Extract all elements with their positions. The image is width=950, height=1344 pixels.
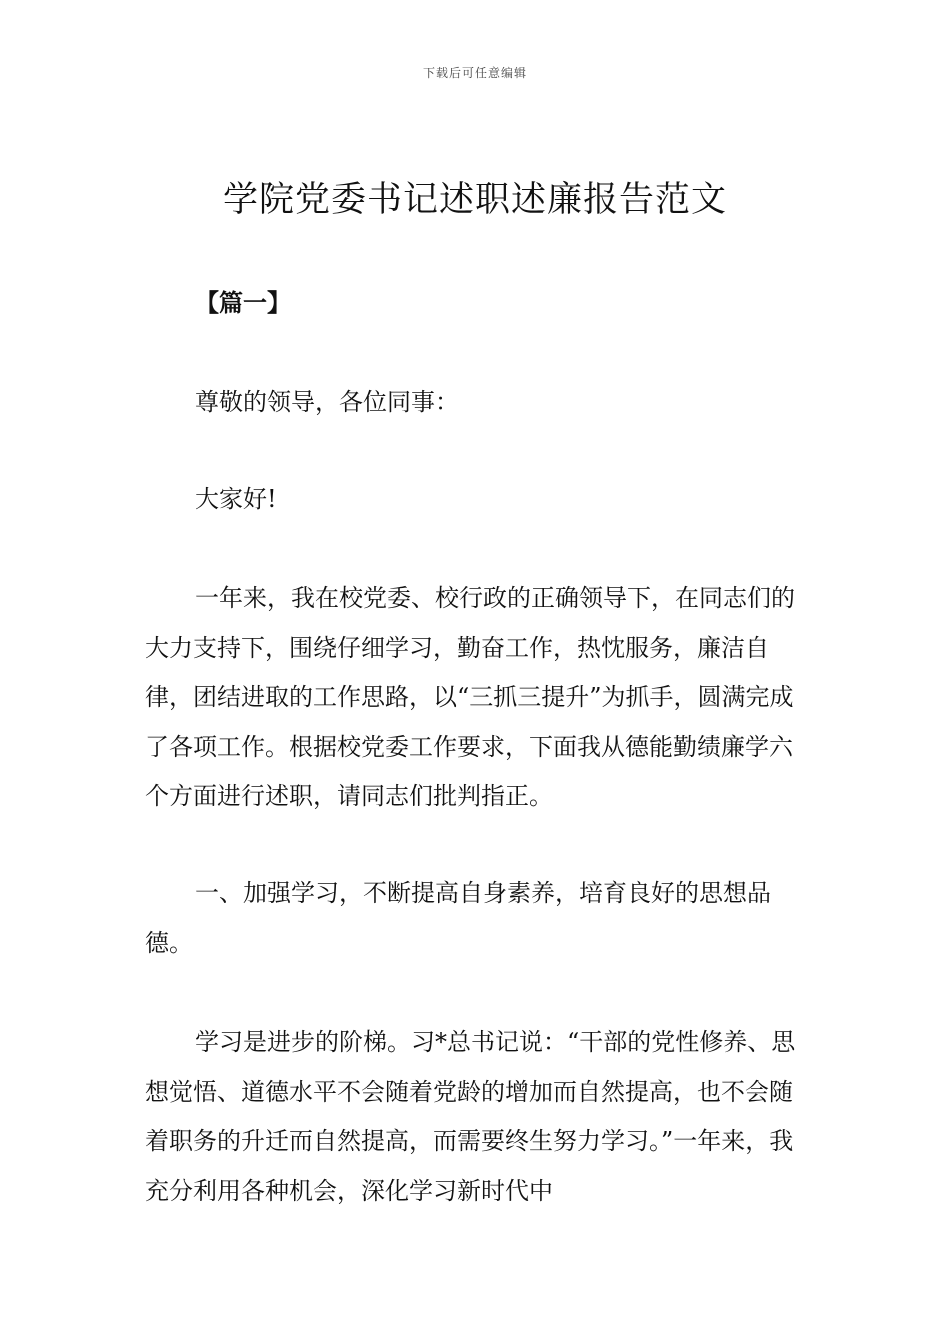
- salutation-paragraph: 尊敬的领导，各位同事：: [195, 388, 459, 416]
- intro-paragraph: 一年来，我在校党委、校行政的正确领导下，在同志们的大力支持下，围绕仔细学习，勤奋工作，热忱服务，廉洁自律，团结进取的工作思路，以“三抓三提升”为抓手，圆满完成了各项工作。根据校党委工作要求，下面我从德能勤绩廉学六个方面进行述职，请同志们批判指正。: [145, 584, 795, 810]
- greeting-paragraph: 大家好!: [195, 485, 277, 513]
- header-note: 下载后可任意编辑: [422, 66, 527, 80]
- section-one-heading: 一、加强学习，不断提高自身素养，培育良好的思想品德。: [145, 879, 771, 957]
- study-paragraph: 学习是进步的阶梯。习*总书记说：“干部的党性修养、思想觉悟、道德水平不会随着党龄的增加而自然提高，也不会随着职务的升迁而自然提高，而需要终生努力学习。”一年来，我充分利用各种机会，深化学习新时代中: [145, 1028, 796, 1205]
- document-title: 学院党委书记述职述廉报告范文: [222, 180, 727, 220]
- section-label: 【篇一】: [195, 289, 291, 317]
